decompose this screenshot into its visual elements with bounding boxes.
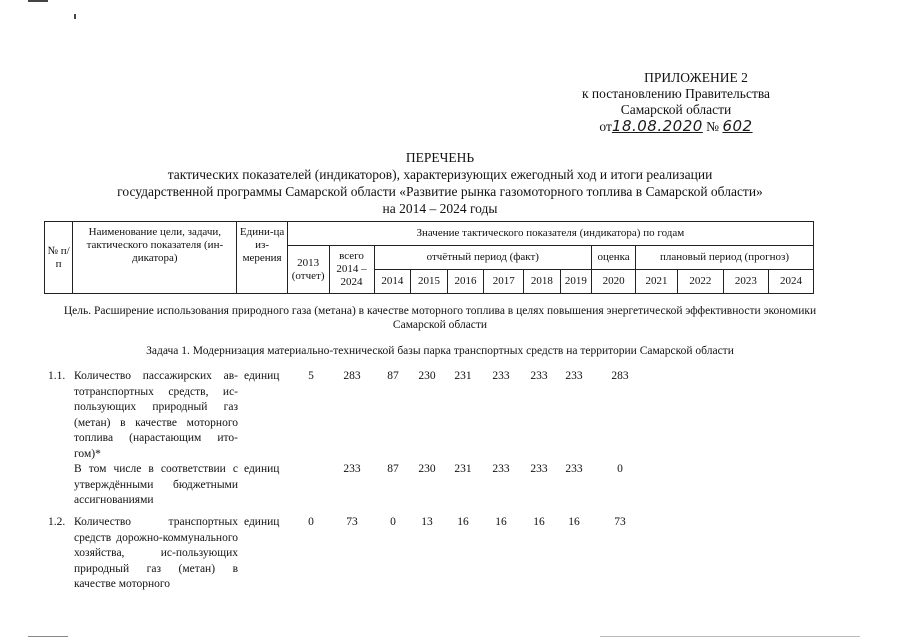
row-unit: единиц xyxy=(244,370,280,382)
from-label: от xyxy=(599,119,612,134)
value-cell: 73 xyxy=(346,516,358,528)
value-cell: 283 xyxy=(343,370,361,382)
value-cell: 231 xyxy=(454,370,472,382)
value-cell: 231 xyxy=(454,463,472,475)
col-estimate: оценка xyxy=(592,246,636,270)
col-year: 2023 xyxy=(723,270,768,294)
appendix-number: 602 xyxy=(722,117,753,135)
appendix-header xyxy=(561,70,791,135)
value-cell: 0 xyxy=(617,463,623,475)
value-cell: 0 xyxy=(390,516,396,528)
col-year: 2018 xyxy=(524,270,561,294)
value-cell: 233 xyxy=(530,463,548,475)
col-year: 2014 xyxy=(374,270,411,294)
value-cell: 16 xyxy=(568,516,580,528)
row-name: Количество транспортных средств дорожно-коммунального хозяйства, ис-пользующих природный газ (метан) в качестве моторного xyxy=(74,516,238,590)
value-cell: 230 xyxy=(418,463,436,475)
value-cell: 233 xyxy=(565,370,583,382)
value-cell: 16 xyxy=(495,516,507,528)
title-line2: тактических показателей (индикаторов), характеризующих ежегодный ход и итоги реализации xyxy=(167,167,713,182)
value-cell: 233 xyxy=(492,463,510,475)
value-cell: 283 xyxy=(611,370,629,382)
scan-mark-top xyxy=(28,0,48,2)
col-name: Наименование цели, задачи, тактического показателя (ин-дикатора) xyxy=(73,222,237,294)
value-cell: 230 xyxy=(418,370,436,382)
title-line1: ПЕРЕЧЕНЬ xyxy=(405,150,475,165)
indicators-header-table xyxy=(44,221,814,294)
appendix-line2: Самарской области xyxy=(620,102,732,117)
row-name: В том числе в соответствии с утверждёнными бюджетными ассигнованиями xyxy=(74,463,238,506)
value-cell: 233 xyxy=(565,463,583,475)
col-total: всего 2014 – 2024 xyxy=(329,246,374,294)
col-year: 2017 xyxy=(484,270,524,294)
appendix-title: ПРИЛОЖЕНИЕ 2 xyxy=(644,70,748,85)
document-title xyxy=(60,149,820,217)
value-cell: 16 xyxy=(533,516,545,528)
col-num: № п/п xyxy=(45,222,73,294)
value-cell: 87 xyxy=(387,463,399,475)
row-unit: единиц xyxy=(244,516,280,528)
goal-text: Цель. Расширение использования природного газа (метана) в качестве моторного топлива в целях повышения энергетической эффективности экономики Самарской области xyxy=(63,305,817,331)
value-cell: 233 xyxy=(343,463,361,475)
col-plan-period: плановый период (прогноз) xyxy=(636,246,814,270)
appendix-line1: к постановлению Правительства xyxy=(581,86,771,101)
row-unit: единиц xyxy=(244,463,280,475)
value-cell: 73 xyxy=(614,516,626,528)
row-number: 1.2. xyxy=(48,516,66,528)
col-year: 2022 xyxy=(677,270,723,294)
col-2013: 2013 (отчет) xyxy=(287,246,329,294)
col-year: 2015 xyxy=(411,270,448,294)
col-fact-period: отчётный период (факт) xyxy=(374,246,592,270)
col-values-group: Значение тактического показателя (индикатора) по годам xyxy=(287,222,813,246)
value-cell: 16 xyxy=(457,516,469,528)
col-year: 2016 xyxy=(447,270,484,294)
appendix-signature-line xyxy=(561,118,791,135)
col-year: 2024 xyxy=(768,270,813,294)
number-label: № xyxy=(706,119,720,134)
title-line3: государственной программы Самарской области «Развитие рынка газомоторного топлива в Самарской области» xyxy=(117,184,763,199)
value-cell: 13 xyxy=(421,516,433,528)
appendix-date: 18.08.2020 xyxy=(611,117,703,135)
task-text: Задача 1. Модернизация материально-технической базы парка транспортных средств на территории Самарской области xyxy=(146,345,734,357)
col-unit: Едини-ца из-мерения xyxy=(237,222,287,294)
value-cell: 233 xyxy=(492,370,510,382)
value-cell: 0 xyxy=(308,516,314,528)
row-number: 1.1. xyxy=(48,370,66,382)
col-year: 2019 xyxy=(560,270,591,294)
scan-mark-bottom-left xyxy=(28,636,68,637)
value-cell: 233 xyxy=(530,370,548,382)
value-cell: 5 xyxy=(308,370,314,382)
value-cell: 87 xyxy=(387,370,399,382)
col-year: 2021 xyxy=(636,270,678,294)
title-line4: на 2014 – 2024 годы xyxy=(382,201,498,216)
scan-mark-top-dot xyxy=(74,14,76,19)
scan-mark-bottom-right xyxy=(600,636,860,637)
row-name: Количество пассажирских ав-тотранспортных средств, ис-пользующих природный газ (метан) в качестве моторного топлива (нарастающим ито-гом)* xyxy=(74,370,238,460)
col-year: 2020 xyxy=(592,270,636,294)
